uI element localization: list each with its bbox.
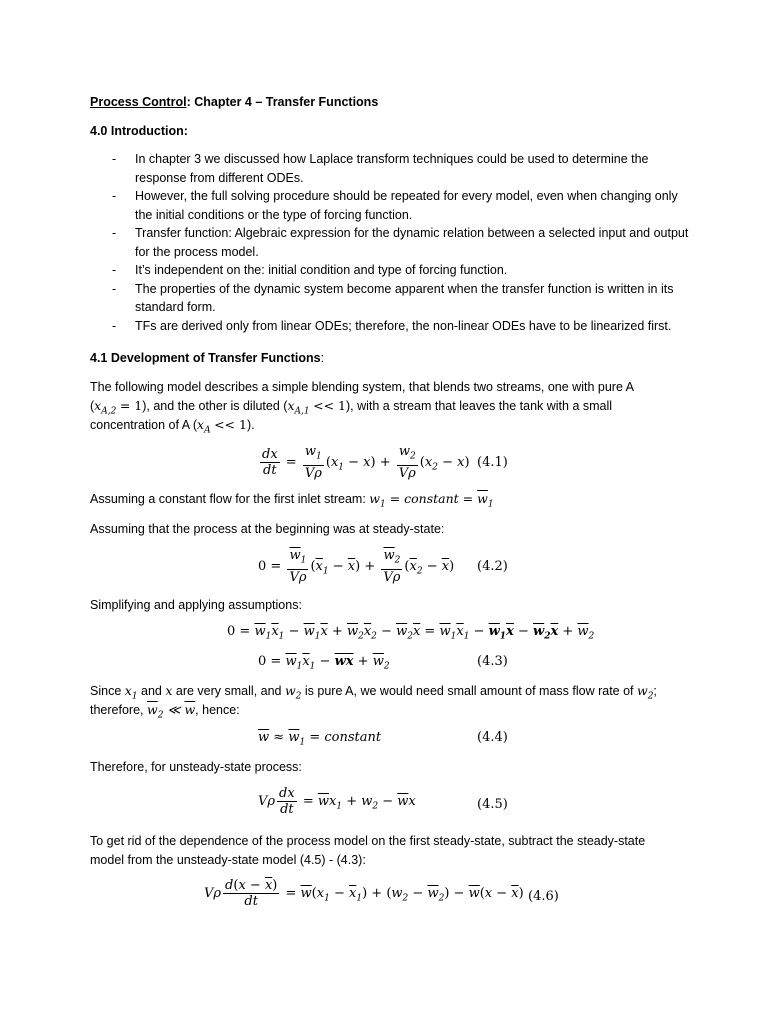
para-blend-line2: $(x_{A,2} = 1)$, and the other is diluted $(x_{A,1} << 1)$, with a stream that leaves the tank with a small xyxy=(90,398,613,417)
equation-4-6: Vρ $\frac{d(x - \overline{x})}{dt}$ = $\overline{w}(x_1 - \overline{x}_1) + (w_2 - \overline{w}_2) - \overline{w}(x - \overline{x})$ xyxy=(204,878,524,909)
intro-bullet: - TFs are derived only from linear ODEs; therefore, the non-linear ODEs have to be linearized first. xyxy=(112,317,692,336)
para-simplify: Simplifying and applying assumptions: xyxy=(90,598,302,612)
para-rid-line2: model from the unsteady-state model (4.5) - (4.3): xyxy=(90,853,366,867)
equation-4-4: $\overline{w} \approx \overline{w}_1$ = constant xyxy=(258,730,382,748)
para-blend-line1: The following model describes a simple blending system, that blends two streams, one with pure A xyxy=(90,380,635,394)
para-since-line2: therefore, $\overline{w}_2$ ≪ $\overline{w}$, hence: xyxy=(90,702,240,721)
title-rest: : Chapter 4 – Transfer Functions xyxy=(186,95,379,109)
para-unsteady: Therefore, for unsteady-state process: xyxy=(90,760,302,774)
intro-bullet: - Transfer function: Algebraic expression for the dynamic relation between a selected input and output for the process model. xyxy=(112,224,692,261)
intro-bullet-list xyxy=(112,150,692,335)
equation-4-2: 0 = $\frac{\overline{w}_1}{V\rho}$ $(\overline{x}_1 - \overline{x})$ + $\frac{\overline{w}_2}{V\rho}$ $(\overline{x}_2 - \overline{x})$ xyxy=(258,548,455,585)
page-title xyxy=(90,93,378,111)
intro-bullet: - It’s independent on the: initial condition and type of forcing function. xyxy=(112,261,692,280)
equation-number: (4.4) xyxy=(477,730,508,745)
para-assume-steady: Assuming that the process at the beginning was at steady-state: xyxy=(90,522,445,536)
equation-4-1: $\frac{dx}{dt}$ = $\frac{w_1}{V\rho}$ $(x_1 - x)$ + $\frac{w_2}{V\rho}$ $(x_2 - x)$ xyxy=(262,444,470,481)
intro-heading: 4.0 Introduction: xyxy=(90,124,188,138)
equation-number: (4.6) xyxy=(528,889,559,904)
intro-bullet: - However, the full solving procedure should be repeated for every model, even when changing only the initial conditions or the type of forcing function. xyxy=(112,187,692,224)
para-blend-line3: concentration of A $(x_A << 1)$. xyxy=(90,417,255,436)
dev-heading: 4.1 Development of Transfer Functions: xyxy=(90,351,325,365)
equation-simplified: $0 = \overline{w}_1\overline{x}_1 - \overline{w}_1\overline{x} + \overline{w}_2\overline{x}_2 - \overline{w}_2\overline{x} = \overline{w}_1\overline{x}_1 - \overline{w}_1\overline{x} - \overline{w}_2\overline{x} + \overline{w}_2$ xyxy=(227,624,595,642)
equation-number: (4.5) xyxy=(477,797,508,812)
title-subject: Process Control xyxy=(90,95,187,109)
equation-4-5: Vρ $\frac{dx}{dt}$ = $\overline{w}x_1 + w_2 - \overline{w}x$ xyxy=(258,786,416,817)
para-rid-line1: To get rid of the dependence of the process model on the first steady-state, subtract the steady-state xyxy=(90,834,646,848)
equation-number: (4.3) xyxy=(477,654,508,669)
equation-number: (4.1) xyxy=(477,455,508,470)
intro-bullet: - The properties of the dynamic system become apparent when the transfer function is written in its standard form. xyxy=(112,280,692,317)
para-since-line1: Since $x_1$ and x are very small, and $w_2$ is pure A, we would need small amount of mass flow rate of $w_2$; xyxy=(90,683,657,702)
equation-4-3: $0 = \overline{w}_1\overline{x}_1 - \overline{w}\overline{x} + \overline{w}_2$ xyxy=(258,654,390,672)
equation-number: (4.2) xyxy=(477,559,508,574)
para-assume-constant: Assuming a constant flow for the first inlet stream: $w_1$ = constant = $\overline{w}_1$ xyxy=(90,491,494,510)
intro-bullet: - In chapter 3 we discussed how Laplace transform techniques could be used to determine the response from different ODEs. xyxy=(112,150,692,187)
